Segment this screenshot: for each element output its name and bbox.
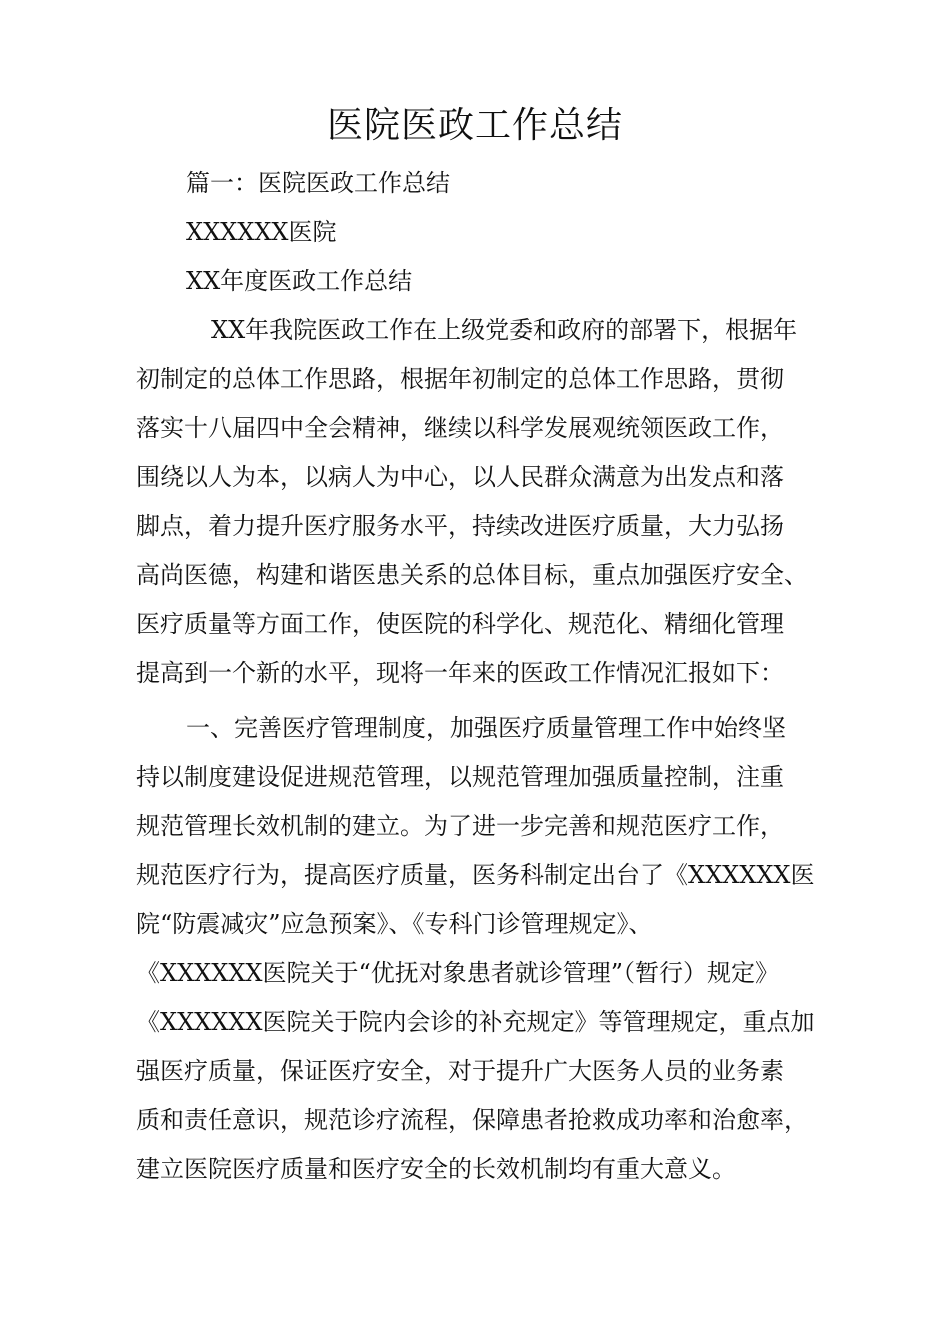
paragraph-line: 规范医疗行为，提高医疗质量，医务科制定出台了《XXXXXX医 [136, 861, 815, 889]
paragraph-line: 医疗质量等方面工作，使医院的科学化、规范化、精细化管理 [136, 610, 784, 638]
paragraph-line: 建立医院医疗质量和医疗安全的长效机制均有重大意义。 [136, 1155, 736, 1183]
paragraph-section-one [136, 704, 836, 1194]
paragraph-line: 强医疗质量，保证医疗安全，对于提升广大医务人员的业务素 [136, 1057, 784, 1085]
paragraph-line: 院“防震减灾”应急预案》、《专科门诊管理规定》、 [136, 910, 653, 938]
paragraph-line: 初制定的总体工作思路，根据年初制定的总体工作思路，贯彻 [136, 365, 784, 393]
paragraph-intro [136, 306, 836, 698]
paragraph-line: XX年我院医政工作在上级党委和政府的部署下，根据年 [211, 316, 798, 344]
paragraph-line: 规范管理长效机制的建立。为了进一步完善和规范医疗工作， [136, 812, 784, 840]
document-title: 医院医政工作总结 [326, 105, 623, 146]
paragraph-line: 提高到一个新的水平，现将一年来的医政工作情况汇报如下： [136, 659, 784, 687]
paragraph-line: 围绕以人为本，以病人为中心，以人民群众满意为出发点和落 [136, 463, 784, 491]
paragraph-line: 质和责任意识，规范诊疗流程，保障患者抢救成功率和治愈率， [136, 1106, 808, 1134]
paragraph-line: 持以制度建设促进规范管理，以规范管理加强质量控制，注重 [136, 763, 784, 791]
paragraph-line: 高尚医德，构建和谐医患关系的总体目标，重点加强医疗安全、 [136, 561, 808, 589]
organization-name: XXXXXX医院 [186, 218, 337, 246]
paragraph-line: 脚点，着力提升医疗服务水平，持续改进医疗质量，大力弘扬 [136, 512, 784, 540]
paragraph-line: 落实十八届四中全会精神，继续以科学发展观统领医政工作， [136, 414, 784, 442]
paragraph-line: 《XXXXXX医院关于“优抚对象患者就诊管理”（暂行）规定》 [136, 959, 780, 987]
report-title: XX年度医政工作总结 [186, 267, 413, 295]
document-subtitle: 篇一：医院医政工作总结 [186, 169, 450, 197]
paragraph-line: 一、完善医疗管理制度，加强医疗质量管理工作中始终坚 [186, 714, 786, 742]
paragraph-line: 《XXXXXX医院关于院内会诊的补充规定》等管理规定，重点加 [136, 1008, 815, 1036]
